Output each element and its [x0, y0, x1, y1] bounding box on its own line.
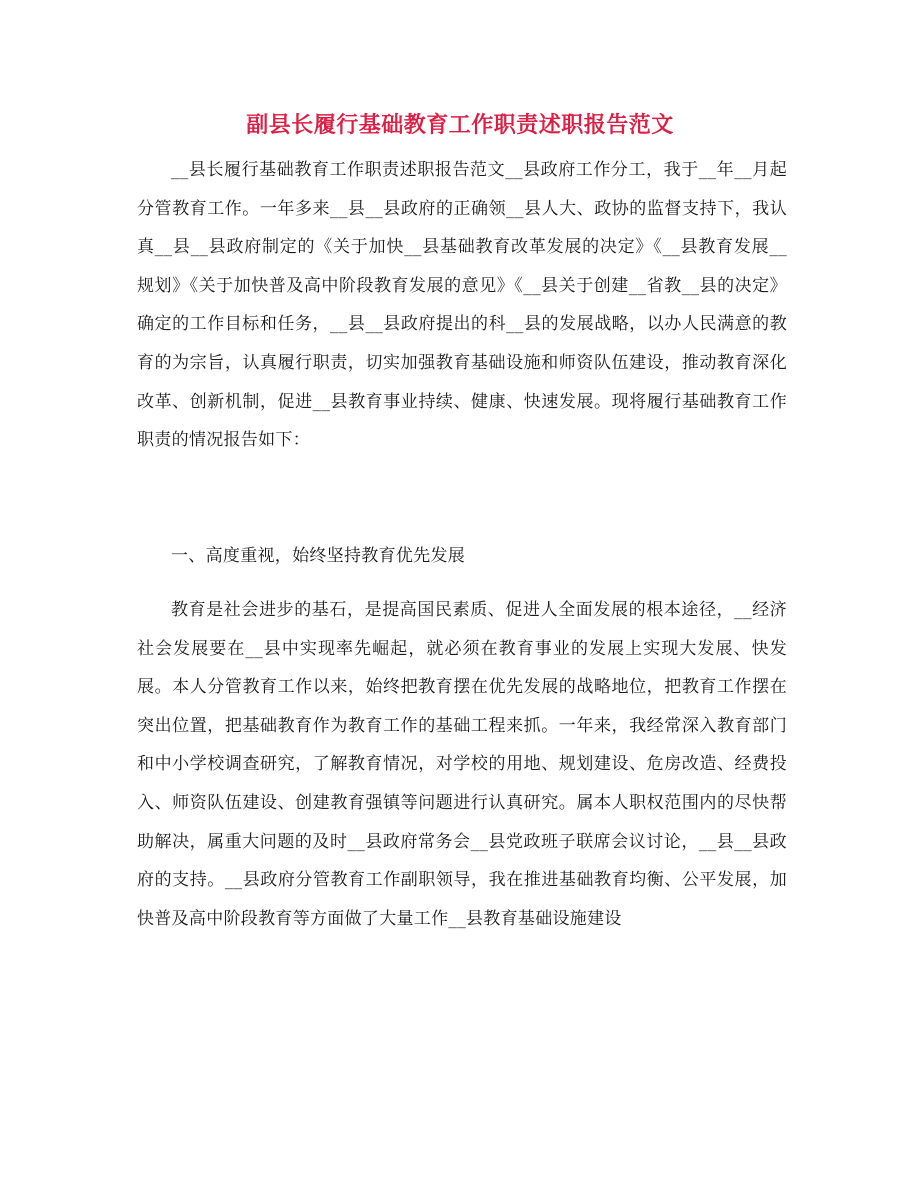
intro-paragraph: __县长履行基础教育工作职责述职报告范文__县政府工作分工，我于__年__月起分管教育工作。一年多来__县__县政府的正确领__县人大、政协的监督支持下，我认真__县__县政府制定的《关于加快__县基础教育改革发展的决定》《__县教育发展__规划》《关于加快普及高中阶段教育发展的意见》《__县关于创建__省教__县的决定》确定的工作目标和任务，__县__县政府提出的科__县的发展战略，以办人民满意的教育的为宗旨，认真履行职责，切实加强教育基础设施和师资队伍建设，推动教育深化改革、创新机制，促进__县教育事业持续、健康、快速发展。现将履行基础教育工作职责的情况报告如下：: [137, 160, 787, 451]
section-heading-1: 一、高度重视，始终坚持教育优先发展: [171, 546, 466, 566]
section-1-paragraph: 教育是社会进步的基石，是提高国民素质、促进人全面发展的根本途径，__经济社会发展要在__县中实现率先崛起，就必须在教育事业的发展上实现大发展、快发展。本人分管教育工作以来，始终把教育摆在优先发展的战略地位，把教育工作摆在突出位置，把基础教育作为教育工作的基础工程来抓。一年来，我经常深入教育部门和中小学校调查研究，了解教育情况，对学校的用地、规划建设、危房改造、经费投入、师资队伍建设、创建教育强镇等问题进行认真研究。属本人职权范围内的尽快帮助解决，属重大问题的及时__县政府常务会__县党政班子联席会议讨论，__县__县政府的支持。__县政府分管教育工作副职领导，我在推进基础教育均衡、公平发展，加快普及高中阶段教育等方面做了大量工作__县教育基础设施建设: [137, 600, 787, 929]
document-title: 副县长履行基础教育工作职责述职报告范文: [246, 113, 674, 138]
